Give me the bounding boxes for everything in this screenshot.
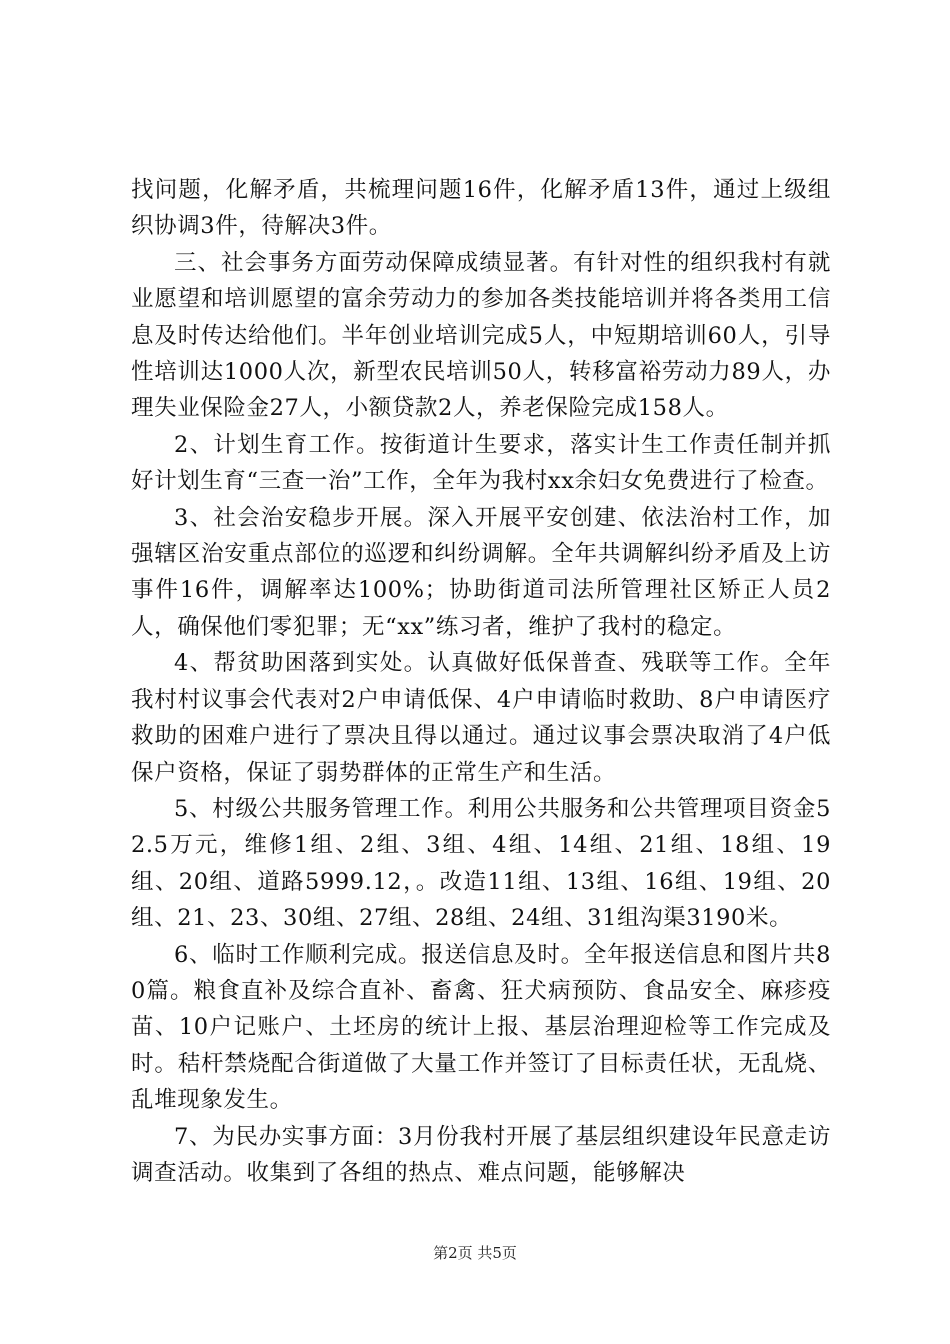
paragraph-poverty-relief: 4、帮贫助困落到实处。认真做好低保普查、残联等工作。全年我村村议事会代表对2户申请低保、4户申请临时救助、8户申请医疗救助的困难户进行了票决且得以通过。通过议事会票决取消了4户低保户资格，保证了弱势群体的正常生产和生活。 <box>131 650 831 786</box>
paragraph-social-affairs: 三、社会事务方面劳动保障成绩显著。有针对性的组织我村有就业愿望和培训愿望的富余劳动力的参加各类技能培训并将各类用工信息及时传达给他们。半年创业培训完成5人，中短期培训60人，引导性培训达1000人次，新型农民培训50人，转移富裕劳动力89人，办理失业保险金27人，小额贷款2人，养老保险完成158人。 <box>131 249 831 422</box>
document-body <box>131 172 831 1191</box>
paragraph-public-services: 5、村级公共服务管理工作。利用公共服务和公共管理项目资金52.5万元，维修1组、2组、3组、4组、14组、21组、18组、19组、20组、道路5999.12，。改造11组、13组、16组、19组、20组、21、23、30组、27组、28组、24组、31组沟渠3190米。 <box>131 795 831 932</box>
paragraph-family-planning: 2、计划生育工作。按街道计生要求，落实计生工作责任制并抓好计划生育“三查一治”工作，全年为我村xx余妇女免费进行了检查。 <box>131 431 831 495</box>
paragraph-public-security: 3、社会治安稳步开展。深入开展平安创建、依法治村工作，加强辖区治安重点部位的巡逻和纠纷调解。全年共调解纠纷矛盾及上访事件16件，调解率达100%；协助街道司法所管理社区矫正人员2人，确保他们零犯罪；无“xx”练习者，维护了我村的稳定。 <box>131 504 831 640</box>
paragraph-continuation: 找问题，化解矛盾，共梳理问题16件，化解矛盾13件，通过上级组织协调3件，待解决3件。 <box>131 177 831 240</box>
paragraph-practical-matters: 7、为民办实事方面：3月份我村开展了基层组织建设年民意走访调查活动。收集到了各组的热点、难点问题，能够解决 <box>131 1123 831 1186</box>
page-footer: 第2页 共5页 <box>433 1244 517 1262</box>
paragraph-temporary-work: 6、临时工作顺利完成。报送信息及时。全年报送信息和图片共80篇。粮食直补及综合直补、畜禽、狂犬病预防、食品安全、麻疹疫苗、10户记账户、土坯房的统计上报、基层治理迎检等工作完成及时。秸杆禁烧配合街道做了大量工作并签订了目标责任状，无乱烧、乱堆现象发生。 <box>131 941 831 1114</box>
